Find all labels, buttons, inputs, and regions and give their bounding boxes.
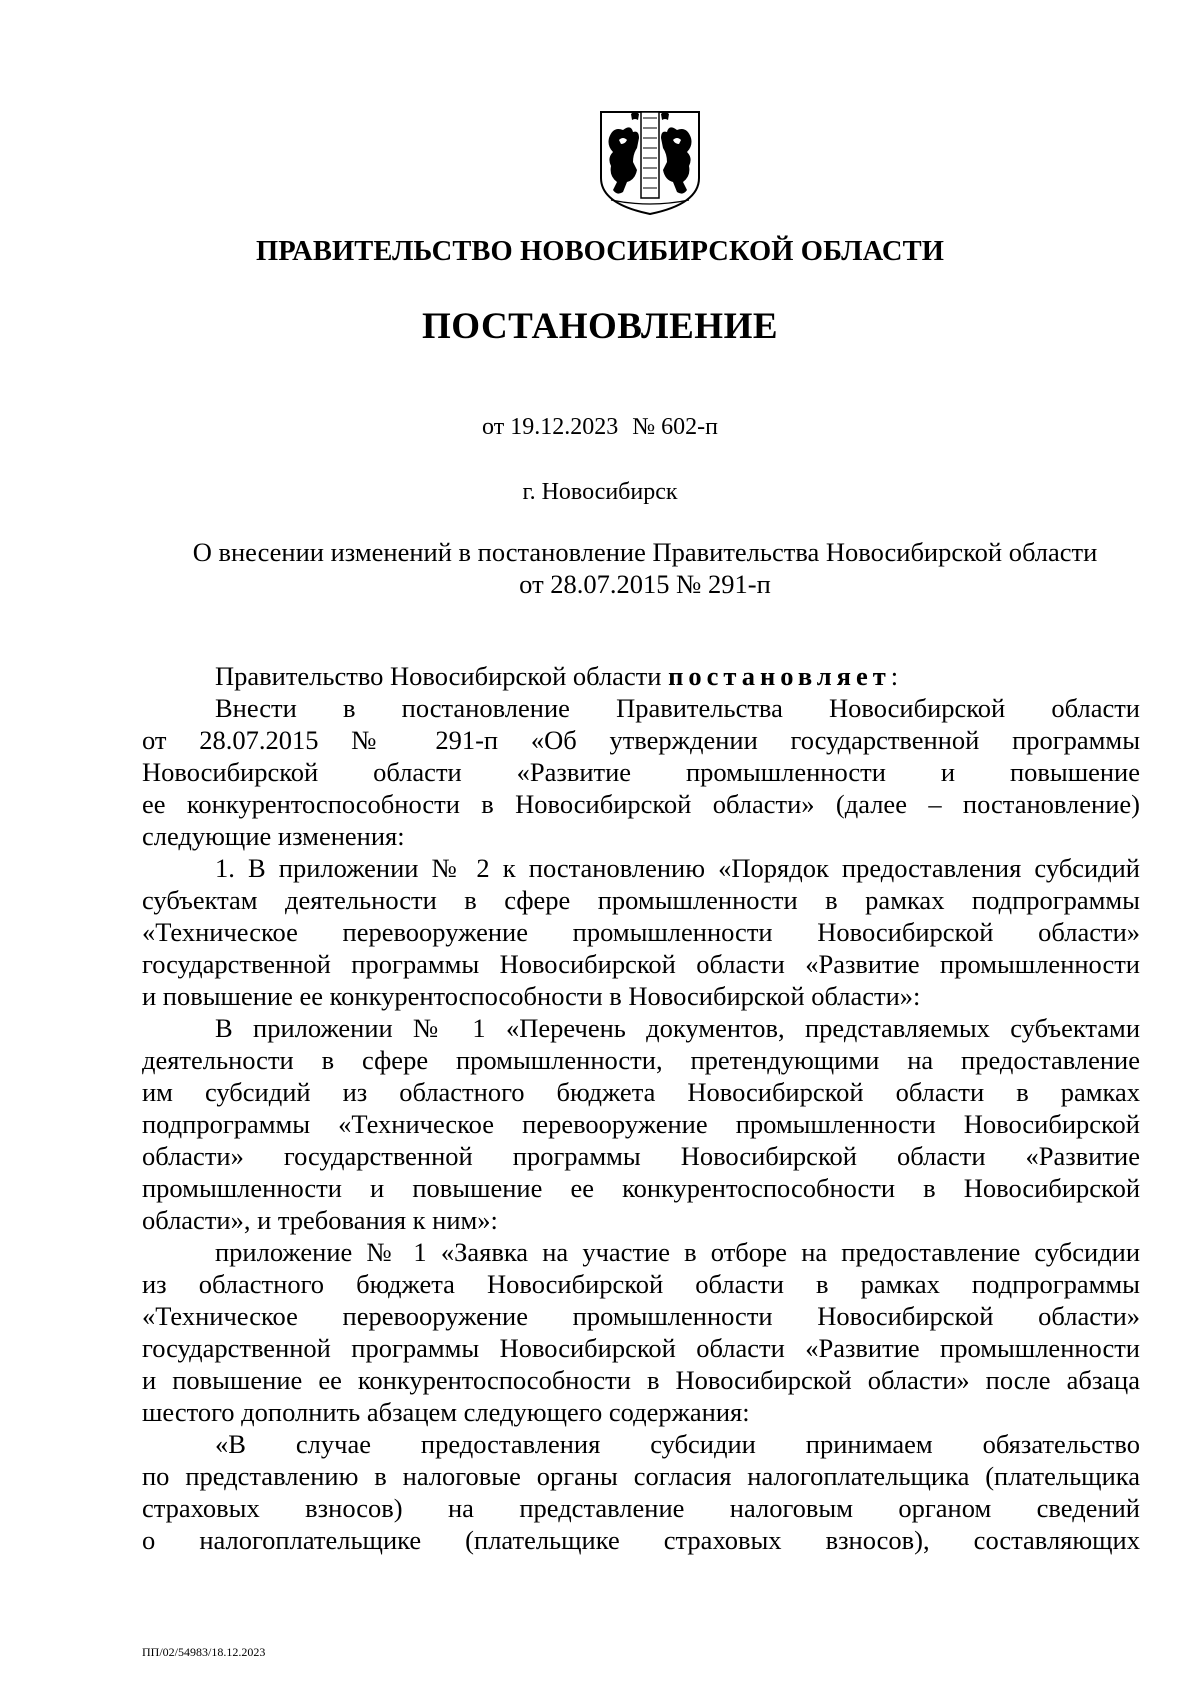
body-line: и повышение ее конкурентоспособности в Новосибирской области» после абзаца — [142, 1365, 1140, 1395]
body-line: государственной программы Новосибирской области «Развитие промышленности — [142, 1333, 1140, 1363]
body-line: области», и требования к ним»: — [142, 1205, 498, 1235]
document-city: г. Новосибирск — [522, 479, 678, 505]
body-line: Внести в постановление Правительства Новосибирской области — [215, 693, 1140, 723]
subject-line: О внесении изменений в постановление Правительства Новосибирской области — [192, 537, 1098, 567]
novosibirsk-coat-of-arms-icon — [597, 108, 703, 216]
body-line: следующие изменения: — [142, 821, 405, 851]
intro-text: Правительство Новосибирской области — [215, 661, 669, 691]
body-line: ее конкурентоспособности в Новосибирской области» (далее – постановление) — [142, 789, 1140, 819]
document-date: от 19.12.2023 — [482, 414, 619, 440]
document-body — [142, 660, 1140, 1556]
intro-decree-word: постановляет — [668, 661, 891, 691]
body-line: приложение № 1 «Заявка на участие в отборе на предоставление субсидии — [215, 1237, 1140, 1267]
subject-line: от 28.07.2015 № 291-п — [519, 569, 771, 599]
body-line: Новосибирской области «Развитие промышленности и повышение — [142, 757, 1140, 787]
body-intro — [142, 660, 1140, 692]
body-line: 1. В приложении № 2 к постановлению «Порядок предоставления субсидий — [215, 853, 1140, 883]
body-line: деятельности в сфере промышленности, претендующими на предоставление — [142, 1045, 1140, 1075]
body-line: «Техническое перевооружение промышленности Новосибирской области» — [142, 917, 1140, 947]
body-line: шестого дополнить абзацем следующего содержания: — [142, 1397, 750, 1427]
body-line: промышленности и повышение ее конкурентоспособности в Новосибирской — [142, 1173, 1140, 1203]
document-date-number — [0, 414, 1200, 441]
body-line: «Техническое перевооружение промышленности Новосибирской области» — [142, 1301, 1140, 1331]
organization-title: ПРАВИТЕЛЬСТВО НОВОСИБИРСКОЙ ОБЛАСТИ — [256, 236, 944, 267]
body-line: от 28.07.2015 № 291-п «Об утверждении государственной программы — [142, 725, 1140, 755]
document-type-title: ПОСТАНОВЛЕНИЕ — [421, 306, 779, 347]
body-line: В приложении № 1 «Перечень документов, представляемых субъектами — [215, 1013, 1140, 1043]
body-line: подпрограммы «Техническое перевооружение промышленности Новосибирской — [142, 1109, 1140, 1139]
body-line: по представлению в налоговые органы согласия налогоплательщика (плательщика — [142, 1461, 1140, 1491]
body-line: страховых взносов) на представление налоговым органом сведений — [142, 1493, 1140, 1523]
body-line: и повышение ее конкурентоспособности в Новосибирской области»: — [142, 981, 921, 1011]
body-line: «В случае предоставления субсидии принимаем обязательство — [215, 1429, 1140, 1459]
document-subject — [150, 536, 1140, 600]
body-line: государственной программы Новосибирской области «Развитие промышленности — [142, 949, 1140, 979]
body-line: субъектам деятельности в сфере промышленности в рамках подпрограммы — [142, 885, 1140, 915]
document-footer-code: ПП/02/54983/18.12.2023 — [142, 1645, 266, 1659]
body-line: им субсидий из областного бюджета Новосибирской области в рамках — [142, 1077, 1140, 1107]
body-line: области» государственной программы Новосибирской области «Развитие — [142, 1141, 1140, 1171]
intro-colon: : — [890, 661, 899, 691]
document-number: № 602-п — [632, 414, 718, 440]
body-line: из областного бюджета Новосибирской области в рамках подпрограммы — [142, 1269, 1140, 1299]
body-line: о налогоплательщике (плательщике страховых взносов), составляющих — [142, 1525, 1140, 1555]
